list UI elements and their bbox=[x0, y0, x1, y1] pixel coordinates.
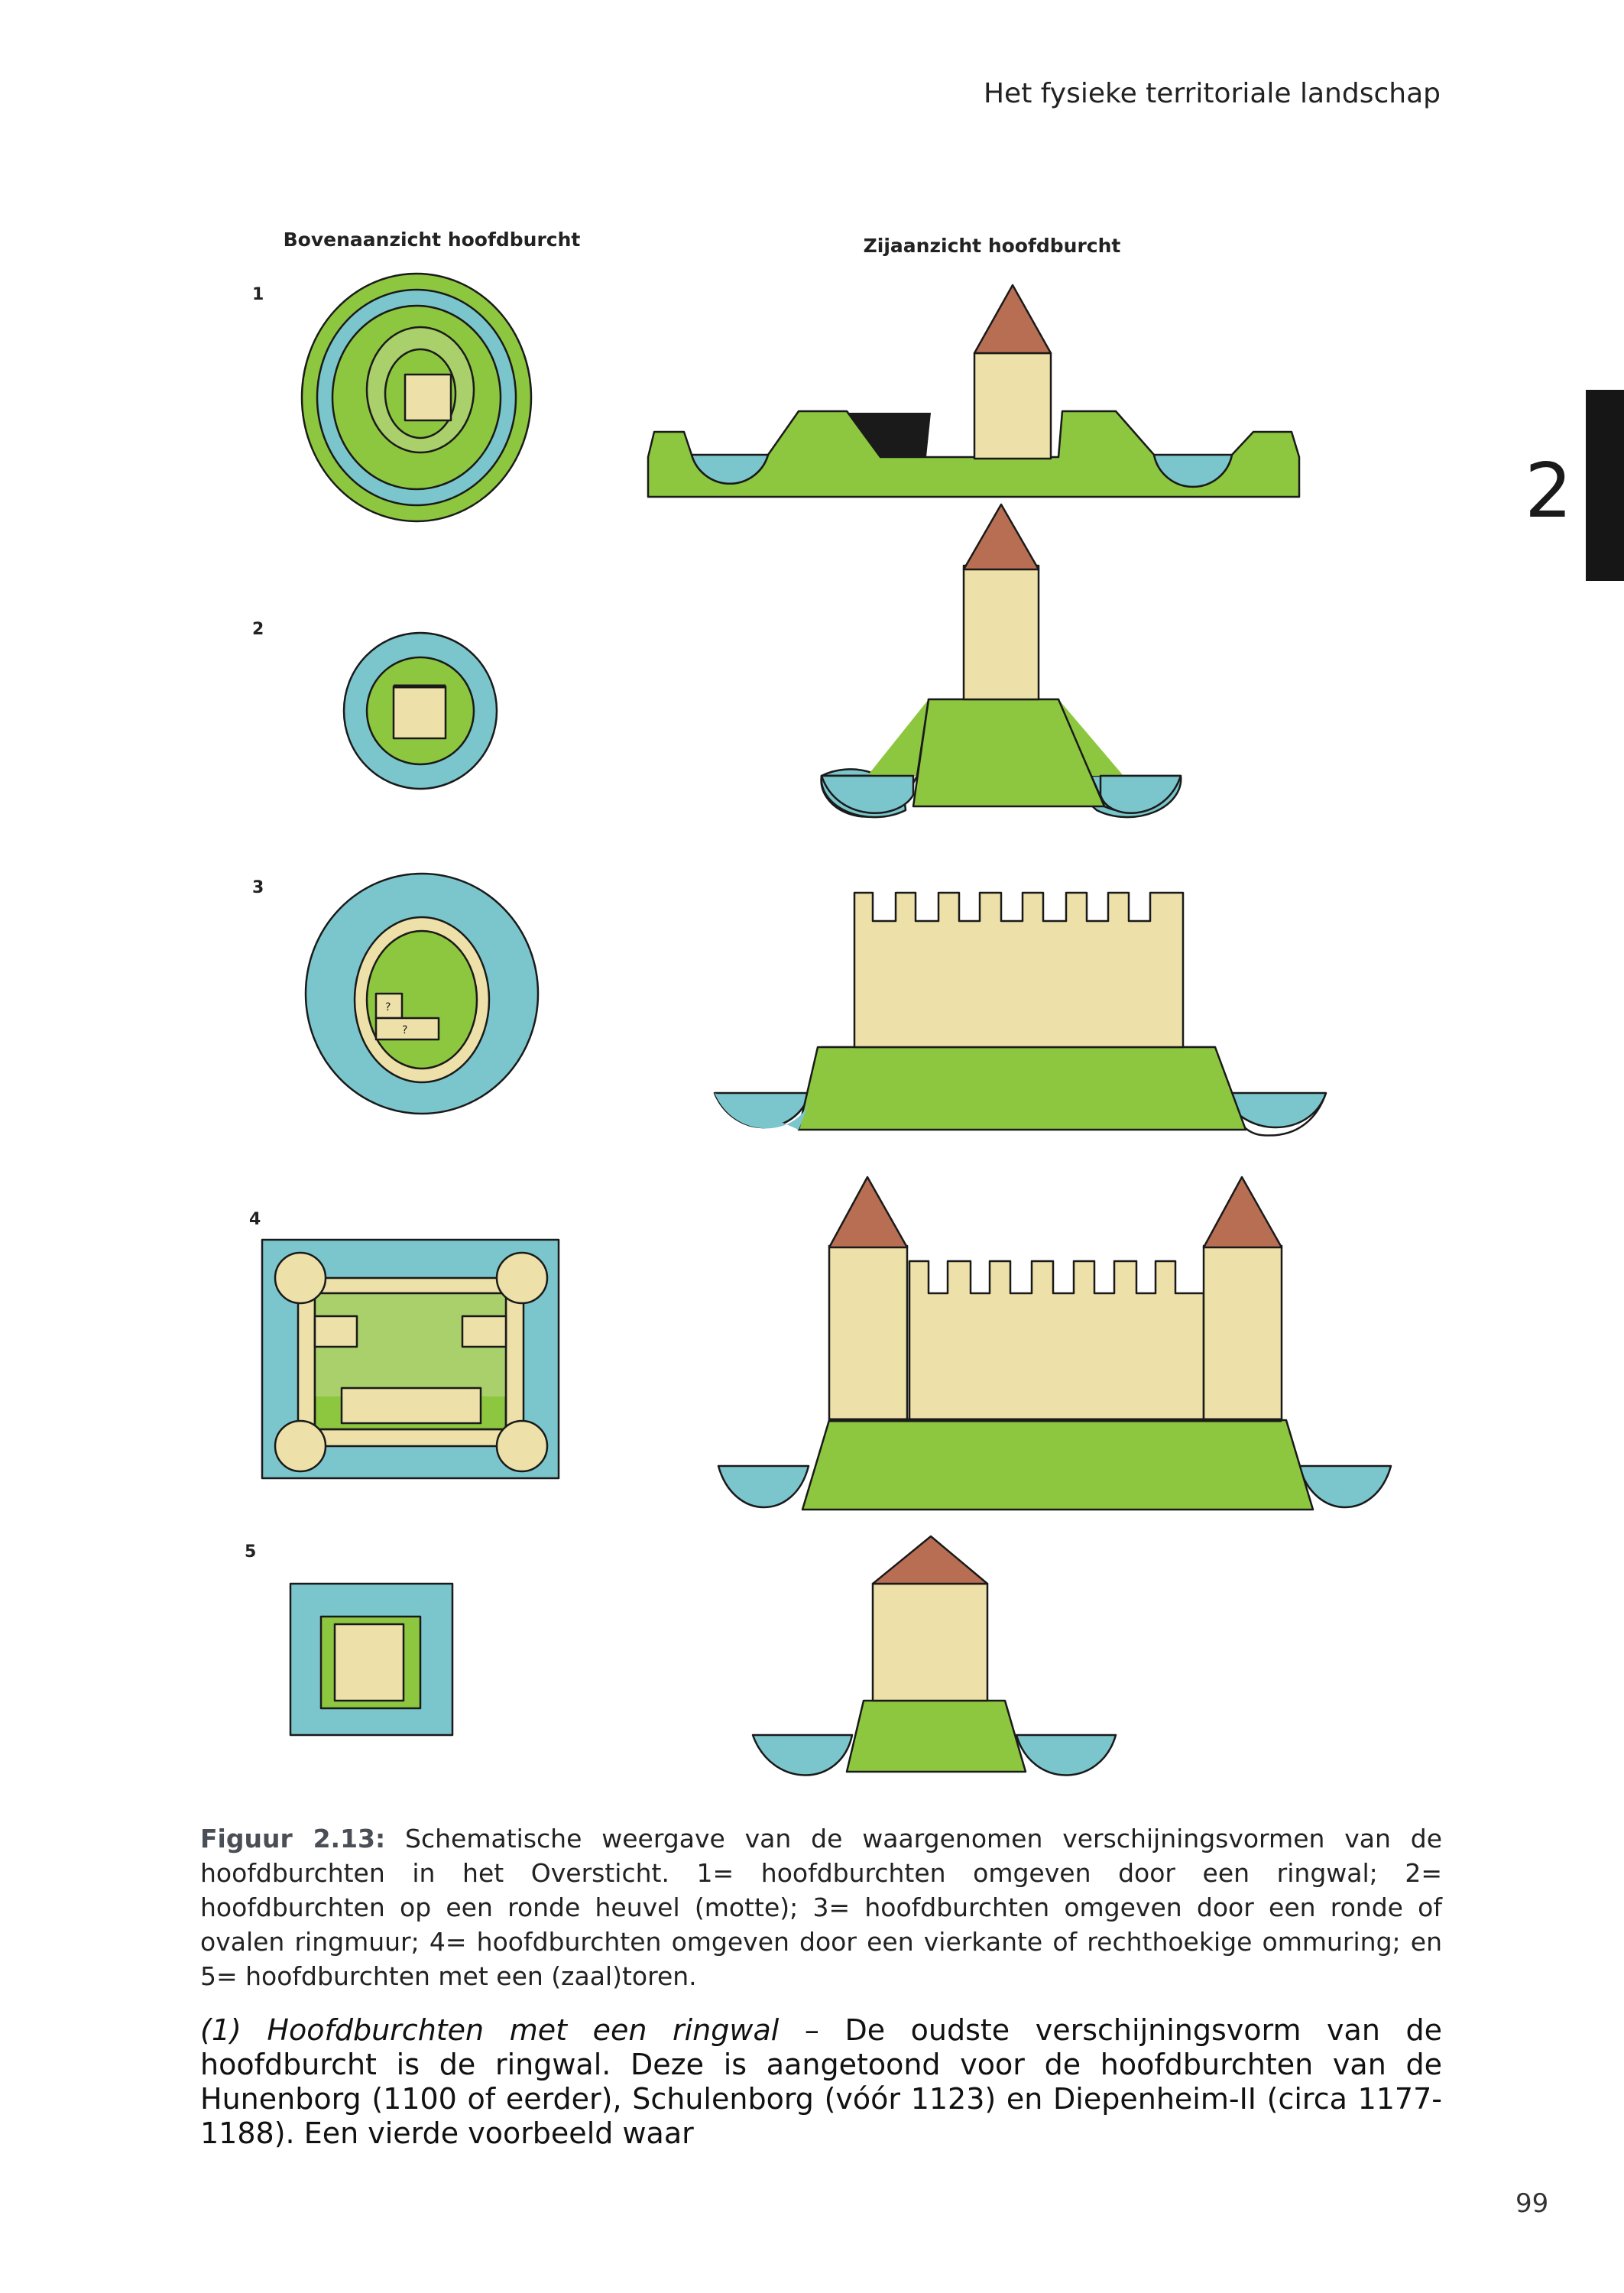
chapter-number: 2 bbox=[1525, 448, 1573, 535]
top-view-title: Bovenaanzicht hoofdburcht bbox=[283, 229, 581, 251]
row-number-3: 3 bbox=[252, 878, 264, 897]
section-lead: (1) Hoofdburchten met een ringwal bbox=[200, 2013, 780, 2047]
body-paragraph bbox=[200, 2013, 1442, 2151]
side-view-motte bbox=[822, 504, 1182, 817]
row-number-4: 4 bbox=[249, 1210, 261, 1229]
page-number: 99 bbox=[1515, 2188, 1549, 2219]
side-view-ringwal bbox=[648, 285, 1299, 497]
caption-label: Figuur 2.13: bbox=[200, 1824, 386, 1854]
top-view-motte bbox=[344, 633, 497, 789]
caption-text: Schematische weergave van de waargenomen verschijningsvormen van de hoofdburchten in het Oversticht. 1= hoofdburchten omgeven door een ringwal; 2= hoofdburchten op een ronde heuvel (motte); 3= hoofdburchten omgeven door een ronde of ovalen ringmuur; 4= hoofdburchten omgeven door een vierkante of rechthoekige ommuring; en 5= hoofdburchten met een (zaal)toren. bbox=[200, 1824, 1442, 1991]
top-view-zaaltoren bbox=[290, 1584, 452, 1735]
paragraph-text: – De oudste verschijningsvorm van de hoofdburcht is de ringwal. Deze is aangetoond voor de hoofdburchten van de Hunenborg (1100 of eerder), Schulenborg (vóór 1123) en Diepenheim-II (circa 1177-1188). Een vierde voorbeeld waar bbox=[200, 2013, 1442, 2150]
side-view-title: Zijaanzicht hoofdburcht bbox=[863, 235, 1121, 257]
top-view-ringwal bbox=[302, 274, 531, 521]
side-view-vierkante-ommuring bbox=[718, 1177, 1391, 1510]
side-view-zaaltoren bbox=[753, 1536, 1116, 1776]
side-view-ringmuur bbox=[715, 893, 1326, 1136]
unknown-mark-2: ? bbox=[402, 1024, 408, 1036]
figure-caption bbox=[200, 1821, 1442, 1993]
top-view-ringmuur bbox=[306, 874, 538, 1114]
running-title: Het fysieke territoriale landschap bbox=[983, 78, 1441, 109]
row-number-1: 1 bbox=[252, 285, 264, 304]
row-number-5: 5 bbox=[245, 1542, 257, 1562]
top-view-vierkante-ommuring bbox=[262, 1240, 559, 1478]
unknown-mark-1: ? bbox=[385, 1001, 391, 1014]
row-number-2: 2 bbox=[252, 620, 264, 639]
